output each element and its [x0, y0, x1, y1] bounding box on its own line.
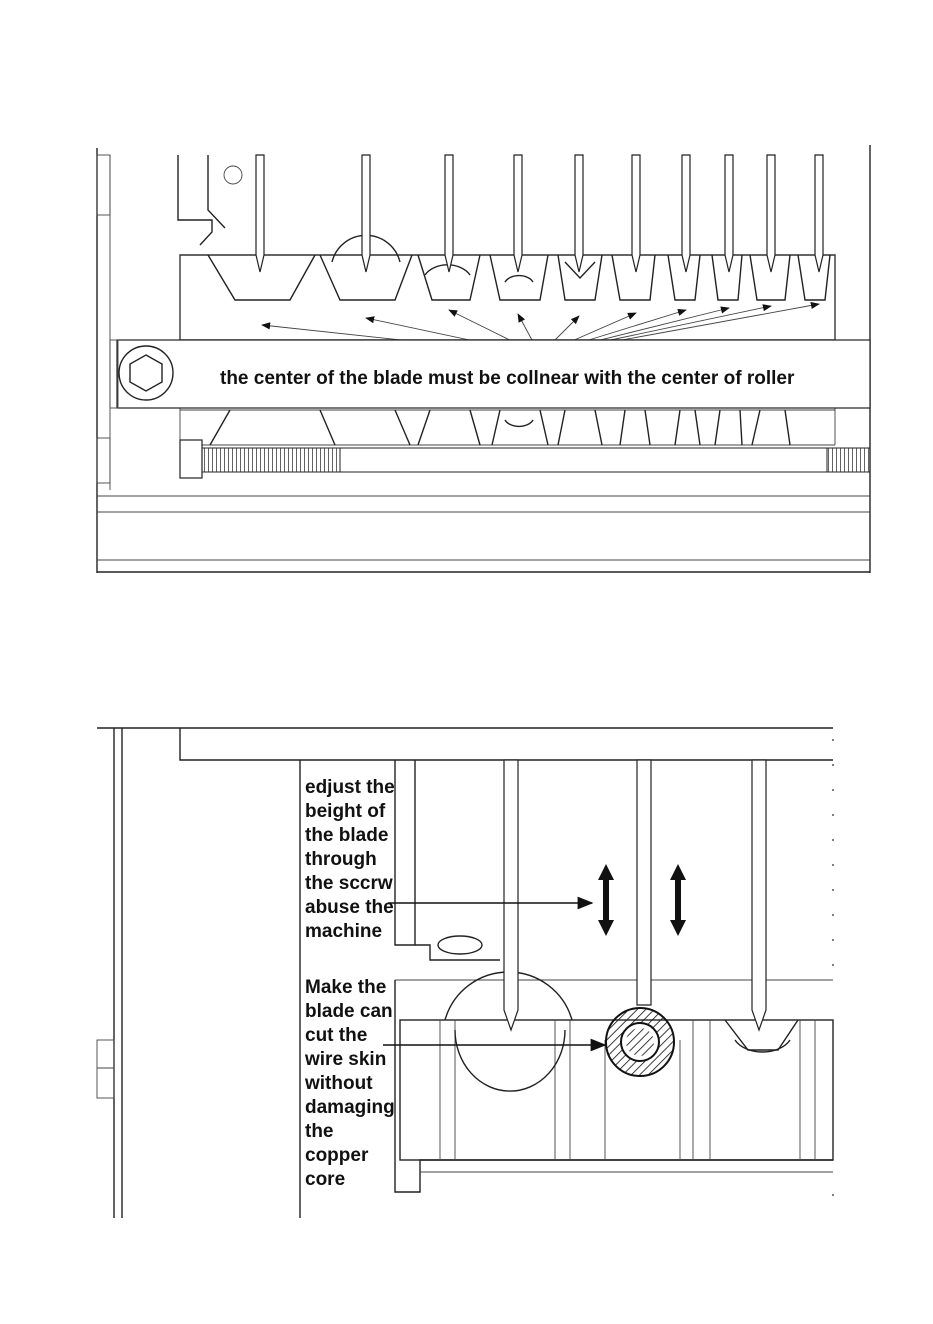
hex-bolt-icon — [119, 346, 173, 400]
note-cut-line: blade can — [305, 1001, 393, 1022]
note-cut-line: wire skin — [305, 1049, 387, 1070]
note-adjust-line: beight of — [305, 801, 386, 822]
note-adjust-line: the blade — [305, 825, 389, 846]
figure-2-blade-height — [97, 728, 834, 1218]
note-cut-line: without — [305, 1073, 373, 1094]
note-adjust-line: the sccrw — [305, 873, 393, 894]
note-cut-line: the — [305, 1121, 334, 1142]
note-cut-line: damaging — [305, 1097, 395, 1118]
note-cut-line: Make the — [305, 977, 387, 998]
wire-cross-section — [606, 1008, 674, 1076]
note-cut-line: core — [305, 1169, 346, 1190]
alignment-caption: the center of the blade must be collnear with the center of roller — [220, 368, 795, 389]
note-adjust-line: machine — [305, 921, 383, 942]
instruction-notes — [304, 777, 395, 1190]
note-cut-line: cut the — [305, 1025, 368, 1046]
note-adjust-line: abuse the — [305, 897, 394, 918]
note-adjust-line: through — [305, 849, 377, 870]
figure-1-roller-alignment — [97, 145, 870, 573]
note-cut-line: copper — [305, 1145, 369, 1166]
note-adjust-line: edjust the — [305, 777, 395, 798]
